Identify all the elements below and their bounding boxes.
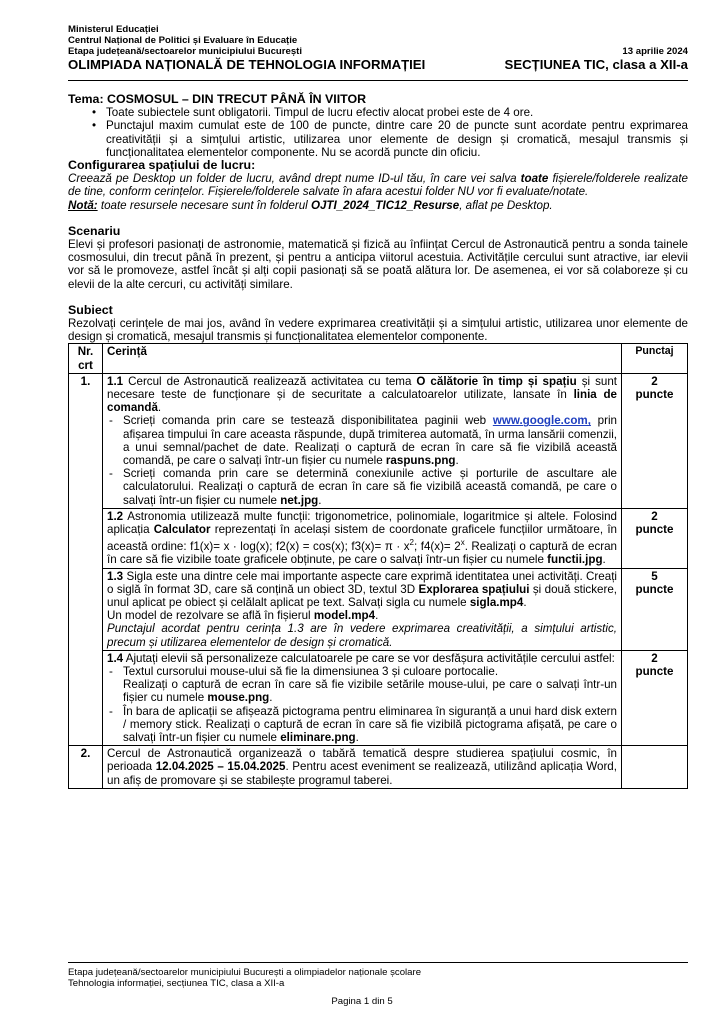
- requirement-2: Cercul de Astronautică organizează o tabără tematică despre studierea spațiului cosmic, în perioada 12.04.2025 – 15.04.2025. Pentru acest eveniment se realizează, utilizând aplicația Word, un afiș de promovare și se stabilește programul taberei.: [103, 746, 622, 789]
- header-olympiad: OLIMPIADA NAȚIONALĂ DE TEHNOLOGIA INFORMAȚIEI: [68, 57, 426, 72]
- list-item: - Textul cursorului mouse-ului să fie la dimensiunea 3 și culoare portocalie. Realizați o captură de ecran în care să fie vizibile setările mouse-ului, pe care o salvați într-un fișier cu numele mouse.png.: [123, 665, 617, 705]
- points-1-3: 5 puncte: [622, 568, 688, 650]
- table-row: [69, 746, 688, 789]
- google-link[interactable]: www.google.com,: [492, 414, 591, 428]
- requirement-1-3: 1.3 Sigla este una dintre cele mai importante aspecte care exprimă identitatea unei activități. Creați o siglă în format 3D, care să conțină un obiect 3D, textul 3D Explorarea spațiului și două stickere, unul aplicat pe obiect și celălalt aplicat pe text. Salvați sigla cu numele sigla.mp4. Un model de rezolvare se află în fișierul model.mp4. Punctajul acordat pentru cerința 1.3 are în vedere exprimarea creativității, a simțului artistic, precum și utilizarea elementelor de design și cromatică.: [103, 568, 622, 650]
- header-title-row: [68, 57, 688, 72]
- points-1-4: 2 puncte: [622, 650, 688, 745]
- row-number: 2.: [69, 746, 103, 789]
- table-row: [69, 508, 688, 568]
- workspace-heading: Configurarea spațiului de lucru:: [68, 158, 256, 173]
- list-item: • Punctajul maxim cumulat este de 100 de puncte, dintre care 20 de puncte sunt acordate pentru exprimarea creativității și a simțului artistic, utilizarea unor elemente de design și cromatică, mesajul transmis și funcționalitatea elementelor componente. Nu se acordă puncte din oficiu.: [106, 119, 688, 159]
- theme-bullets: [68, 106, 688, 159]
- header-date: 13 aprilie 2024: [622, 46, 688, 57]
- header-stage-row: [68, 46, 688, 57]
- header-ministry: Ministerul Educației: [68, 24, 159, 35]
- page-header: [68, 24, 688, 72]
- list-item: - Scrieți comanda prin care se testează disponibilitatea paginii web www.google.com, prin afișarea timpului în care aceasta răspunde, după trimiterea automată, în urma lansării comenzii, a unui semnal/pachet de date. Realizați o captură de ecran în care să fie vizibilă această comandă, pe care o salvați într-un fișier cu numele raspuns.png.: [123, 414, 617, 467]
- list-item: - În bara de aplicații se afișează pictograma pentru eliminarea în siguranță a unui hard disk extern / memory stick. Realizați o captură de ecran în care să fie vizibilă pictograma afișată, pe care o salvați într-un fișier cu numele eliminare.png.: [123, 705, 617, 745]
- subject-heading: Subiect: [68, 302, 113, 317]
- list-item: - Scrieți comanda prin care se determină conexiunile active și porturile de ascultare ale calculatorului. Realizați o captură de ecran în care să fie vizibilă această comandă, pe care o salvați într-un fișier cu numele net.jpg.: [123, 467, 617, 507]
- requirements-table: [68, 343, 688, 788]
- subject-text: Rezolvați cerințele de mai jos, având în vedere exprimarea creativității și a simțului artistic, utilizarea unor elemente de design și cromatică, mesajul transmis și funcționalitatea elementelor componente.: [68, 317, 688, 344]
- header-stage: Etapa județeană/sectoarelor municipiului București: [68, 46, 303, 57]
- col-header-nr: Nr. crt: [69, 344, 103, 373]
- workspace-note: Notă: toate resursele necesare sunt în folderul OJTI_2024_TIC12_Resurse, aflat pe Desktop.: [68, 198, 553, 212]
- page-footer: [68, 967, 688, 989]
- requirement-1-4: 1.4 Ajutați elevii să personalizeze calculatoarele pe care se vor desfășura activitățile cercului astfel: - Textul cursorului mouse-ului să fie la dimensiunea 3 și culoare portocalie. Realizați o captură de ecran în care să fie vizibile setările mouse-ului, pe care o salvați într-un fișier cu numele mouse.png. - În bara de aplicații se afișează pictograma pentru eliminarea în siguranță a unui hard disk extern / memory stick. Realizați o captură de ecran în care să fie vizibilă pictograma afișată, pe care o salvați într-un fișier cu numele eliminare.png.: [103, 650, 622, 745]
- page-number: Pagina 1 din 5: [331, 996, 393, 1007]
- workspace-text: Creează pe Desktop un folder de lucru, având drept nume ID-ul tău, în care vei salva toate fișierele/folderele realizate de tine, conform cerințelor. Fișierele/folderele salvate în afara acestui folder NU vor fi evaluate/notate.: [68, 172, 688, 199]
- header-center: Centrul Național de Politici și Evaluare în Educație: [68, 35, 298, 46]
- table-header-row: [69, 344, 688, 373]
- points-2: [622, 746, 688, 789]
- document-body: [68, 93, 688, 789]
- table-row: [69, 373, 688, 508]
- table-row: [69, 650, 688, 745]
- scenario-heading: Scenariu: [68, 223, 121, 238]
- footer-rule: [68, 962, 688, 963]
- footer-line-2: Tehnologia informației, secțiunea TIC, clasa a XII-a: [68, 978, 285, 989]
- col-header-points: Punctaj: [622, 344, 688, 373]
- header-rule: [68, 80, 688, 81]
- header-section: SECȚIUNEA TIC, clasa a XII-a: [504, 57, 688, 72]
- list-item: • Toate subiectele sunt obligatorii. Timpul de lucru efectiv alocat probei este de 4 ore.: [106, 106, 688, 119]
- col-header-requirement: Cerință: [103, 344, 622, 373]
- footer-line-1: Etapa județeană/sectoarelor municipiului București a olimpiadelor naționale școlare: [68, 967, 422, 978]
- points-1-1: 2 puncte: [622, 373, 688, 508]
- theme-heading: Tema: COSMOSUL – DIN TRECUT PÂNĂ ÎN VIITOR: [68, 92, 367, 106]
- scenario-text: Elevi și profesori pasionați de astronomie, matematică și fizică au înființat Cercul de Astronautică pentru a sonda tainele cosmosului, din trecut până în prezent, și pentru a anticipa viitorul acestuia. Activitățile cercului sunt atractive, iar elevii vor să le promoveze, astfel încât și alți copii pasionați să se poată alătura lor. De asemenea, ei vor să colaboreze și cu elevii de la alte cercuri, cu activități similare.: [68, 238, 688, 291]
- requirement-1-2: 1.2 Astronomia utilizează multe funcții: trigonometrice, polinomiale, logaritmice și altele. Folosind aplicația Calculator reprezentați în același sistem de coordonate graficele funcțiilor următoare, în această ordine: f1(x)= x · log(x); f2(x) = cos(x); $f3(x)= \pi \cdot x^2$; $f4(x)= 2^x$. Realizați o captură de ecran în care să fie vizibile toate graficele obținute, pe care o salvați într-un fișier cu numele functii.jpg.: [103, 508, 622, 568]
- row-number: 1.: [69, 373, 103, 745]
- requirement-1-1: 1.1 Cercul de Astronautică realizează activitatea cu tema O călătorie în timp și spațiu și sunt necesare teste de funcționare și de securitate a calculatoarelor utilizate, lansate în linia de comandă. - Scrieți comanda prin care se testează disponibilitatea paginii web www.google.com, prin afișarea timpului în care aceasta răspunde, după trimiterea automată, în urma lansării comenzii, a unui semnal/pachet de date. Realizați o captură de ecran în care să fie vizibilă această comandă, pe care o salvați într-un fișier cu numele raspuns.png. - Scrieți comanda prin care se determină conexiunile active și porturile de ascultare ale calculatorului. Realizați o captură de ecran în care să fie vizibilă această comandă, pe care o salvați într-un fișier cu numele net.jpg.: [103, 373, 622, 508]
- points-1-2: 2 puncte: [622, 508, 688, 568]
- table-row: [69, 568, 688, 650]
